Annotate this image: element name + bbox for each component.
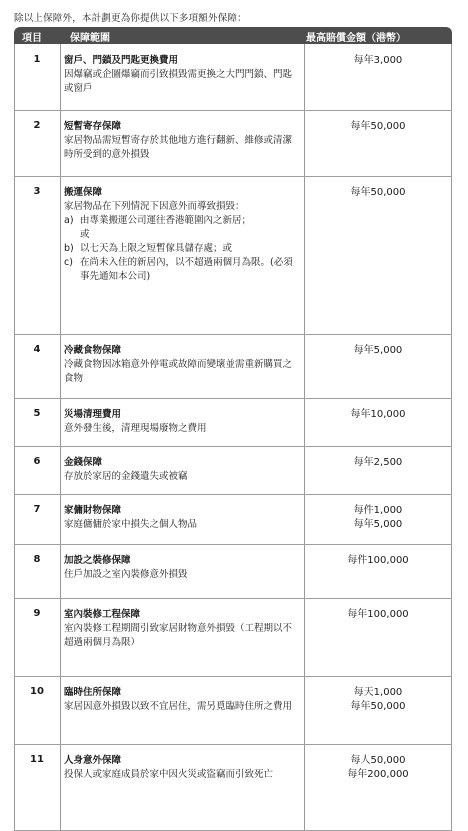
amount-line: 每年5,000	[353, 345, 403, 356]
table-row	[14, 744, 452, 831]
benefits-table	[14, 27, 452, 44]
amount-line: 每年10,000	[350, 409, 406, 420]
amount-line: 每年200,000	[347, 769, 409, 780]
max-amount	[304, 408, 452, 422]
coverage-body: 住戶加設之室內裝修意外損毀	[64, 569, 188, 580]
coverage-title: 室內裝修工程保障	[64, 609, 141, 620]
amount-line: 每年2,500	[353, 457, 403, 468]
coverage-body: 冷藏食物因冰箱意外停電或故障而變壞並需重新購買之食物	[64, 359, 293, 384]
max-amount	[304, 554, 452, 568]
coverage-description	[64, 608, 300, 650]
amount-line: 每天1,000	[353, 687, 403, 698]
coverage-title: 人身意外保障	[64, 755, 122, 766]
item-number: 4	[33, 344, 41, 355]
item-number: 7	[33, 504, 41, 515]
coverage-description	[64, 686, 300, 714]
coverage-title: 搬運保障	[64, 187, 103, 198]
table-row	[14, 334, 452, 399]
table-row	[14, 398, 452, 447]
item-number: 10	[30, 686, 44, 697]
item-number: 2	[33, 120, 41, 131]
item-number: 9	[33, 608, 41, 619]
coverage-title: 短暫寄存保障	[64, 121, 122, 132]
max-amount	[304, 344, 452, 358]
list-marker: b)	[64, 243, 74, 254]
item-number: 8	[33, 554, 41, 565]
table-row	[14, 176, 452, 335]
table-row	[14, 598, 452, 677]
coverage-title: 加設之裝修保障	[64, 555, 131, 566]
coverage-body: 存放於家居的金錢遺失或被竊	[64, 471, 188, 482]
coverage-body: 家庭傭傭於家中損失之個人物品	[64, 519, 198, 530]
amount-line: 每年3,000	[353, 55, 403, 66]
list-item-text: 由專業搬運公司運往香港範圍內之新居；	[80, 215, 252, 226]
coverage-body: 因爆竊或企圖爆竊而引致損毀需更換之大門門鎖、門匙或窗戶	[64, 69, 293, 94]
coverage-body: 家居因意外損毀以致不宜居住，需另覓臨時住所之費用	[64, 701, 293, 712]
coverage-body: 家居物品在下列情況下因意外而導致損毀：	[64, 201, 245, 212]
amount-line: 每年100,000	[347, 609, 409, 620]
coverage-body: 投保人或家庭成員於家中因火災或盜竊而引致死亡	[64, 769, 274, 780]
table-row	[14, 44, 452, 111]
table-header	[14, 27, 452, 44]
list-marker: c)	[64, 257, 73, 268]
item-number: 11	[30, 754, 44, 765]
coverage-title: 臨時住所保障	[64, 687, 122, 698]
list-item-text: 以七天為上限之短暫傢具儲存處；或	[80, 243, 233, 254]
coverage-list-item	[64, 256, 300, 284]
amount-line: 每件100,000	[347, 555, 409, 566]
coverage-description	[64, 54, 300, 96]
coverage-description	[64, 408, 300, 436]
coverage-description	[64, 120, 300, 162]
coverage-title: 冷藏食物保障	[64, 345, 122, 356]
table-row	[14, 544, 452, 599]
max-amount	[304, 54, 452, 68]
coverage-list-item	[64, 214, 300, 228]
coverage-body: 意外發生後，清理現場廢物之費用	[64, 423, 207, 434]
table-row	[14, 446, 452, 495]
coverage-description	[64, 554, 300, 582]
coverage-list-item	[64, 242, 300, 256]
list-marker: a)	[64, 215, 74, 226]
coverage-title: 窗戶、門鎖及門匙更換費用	[64, 55, 179, 66]
coverage-description	[64, 186, 300, 284]
list-item-text: 在尚未入住的新居內，以不超過兩個月為限。(必須事先通知本公司)	[80, 257, 293, 282]
item-number: 3	[33, 186, 41, 197]
item-number: 5	[33, 408, 41, 419]
max-amount	[304, 186, 452, 200]
amount-line: 每年50,000	[350, 187, 406, 198]
max-amount	[304, 504, 452, 532]
coverage-title: 金錢保障	[64, 457, 103, 468]
max-amount	[304, 608, 452, 622]
max-amount	[304, 754, 452, 782]
coverage-description	[64, 344, 300, 386]
coverage-list-item	[64, 228, 300, 242]
coverage-body: 室內裝修工程期間引致家居財物意外損毀（工程期以不超過兩個月為限）	[64, 623, 293, 648]
max-amount	[304, 686, 452, 714]
amount-line: 每人50,000	[350, 755, 406, 766]
intro-text: 除以上保障外，本計劃更為你提供以下多項額外保障：	[14, 13, 247, 24]
amount-line: 每年50,000	[350, 121, 406, 132]
max-amount	[304, 120, 452, 134]
item-number: 1	[33, 54, 41, 65]
header-scope: 保障範圍	[70, 33, 110, 44]
coverage-title: 災場清理費用	[64, 409, 122, 420]
table-row	[14, 676, 452, 745]
header-item-no: 項目	[22, 33, 42, 44]
amount-line: 每年50,000	[350, 701, 406, 712]
item-number: 6	[33, 456, 41, 467]
amount-line: 每件1,000	[353, 505, 403, 516]
coverage-title: 家傭財物保障	[64, 505, 122, 516]
coverage-description	[64, 456, 300, 484]
coverage-description	[64, 504, 300, 532]
amount-line: 每年5,000	[353, 519, 403, 530]
coverage-description	[64, 754, 300, 782]
table-row	[14, 494, 452, 545]
coverage-body: 家居物品需短暫寄存於其他地方進行翻新、維修或清潔時所受到的意外損毀	[64, 135, 293, 160]
table-row	[14, 110, 452, 177]
max-amount	[304, 456, 452, 470]
header-amount: 最高賠償金額（港幣）	[306, 33, 406, 44]
list-item-text: 或	[80, 229, 90, 240]
